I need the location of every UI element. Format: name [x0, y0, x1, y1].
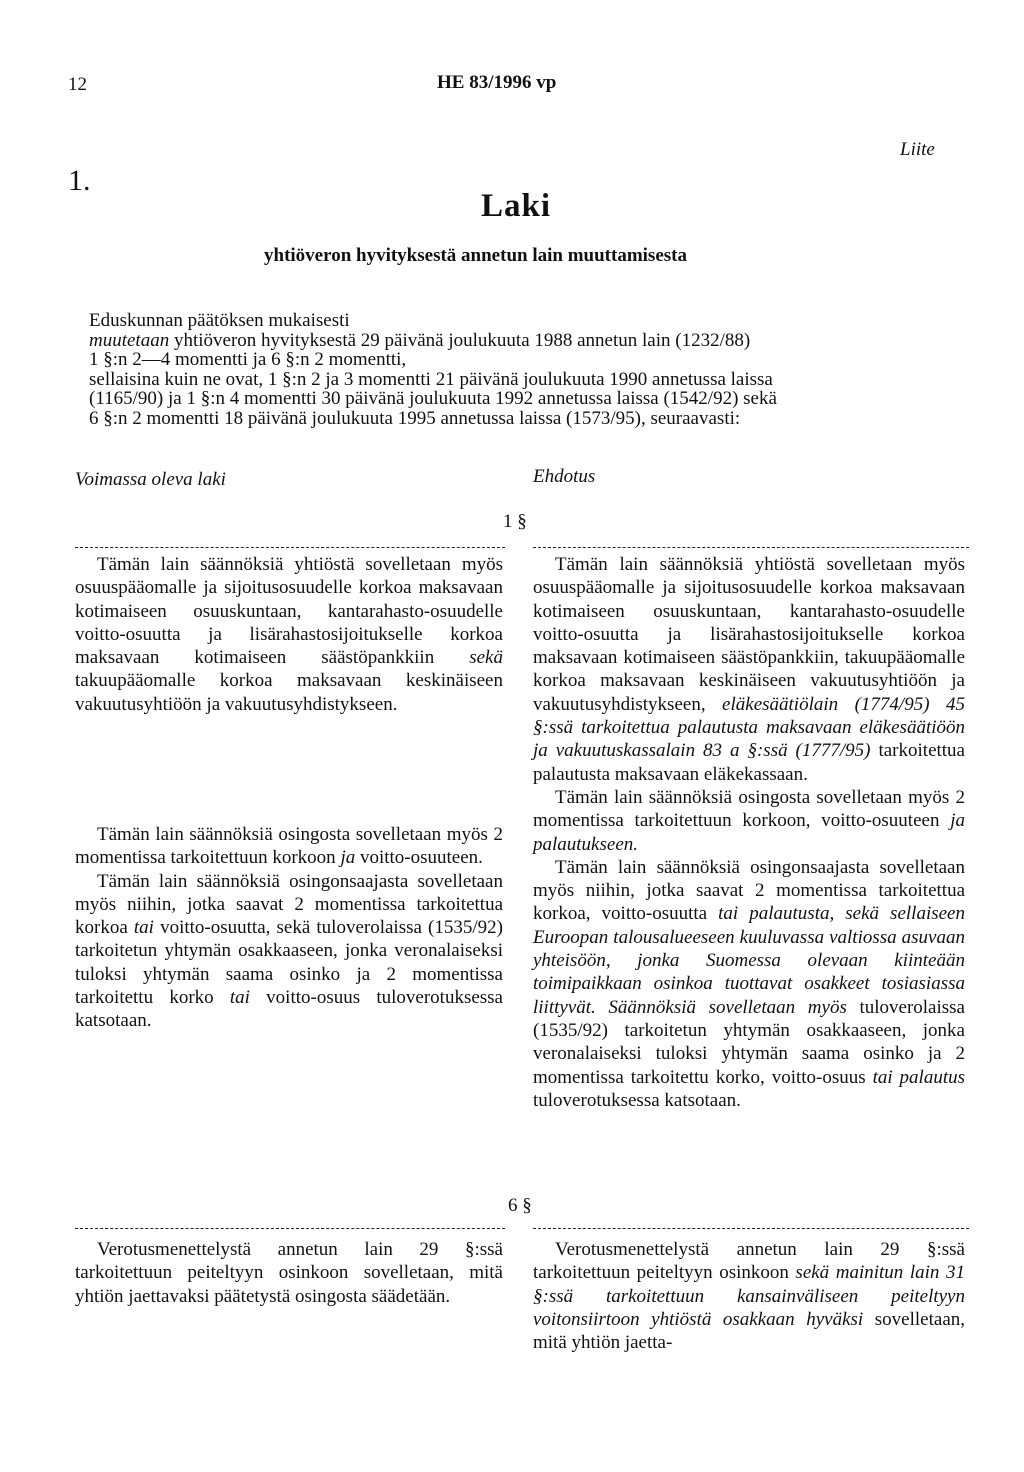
- italic-text: tai: [229, 987, 250, 1009]
- section-6-label: 6 §: [508, 1195, 532, 1216]
- enacting-clause: [89, 311, 989, 429]
- paragraph: [75, 553, 503, 716]
- appendix-label: Liite: [900, 139, 935, 160]
- paragraph-text: Tämän lain säännöksiä yhtiöstä sovelletaan myös osuuspääomalle ja sijoitusosuudelle korkoa maksavaan kotimaiseen osuuskuntaan, kantarahasto-osuudelle voitto-osuutta ja lisärahastosijoitukselle korkoa maksavaan kotimaiseen säästöpankkiin, takuupääomalle korkoa maksavaan keskinäiseen vakuutusyhtiöön ja vakuutusyhdistykseen,: [533, 554, 965, 715]
- intro-line-2: [89, 331, 989, 351]
- section-1-proposed-text: [533, 553, 965, 1112]
- omitted-text-divider-right: [533, 547, 969, 548]
- intro-line-5: (1165/90) ja 1 §:n 4 momentti 30 päivänä joulukuuta 1992 annetussa laissa (1542/92) sekä: [89, 388, 777, 410]
- italic-text: sekä mainitun lain 31 §:ssä tarkoitettuun kansainväliseen peiteltyyn voitonsiirtoon yhtiöstä osakkaan hyväksi: [533, 1262, 965, 1330]
- section-6-current-text: [75, 1238, 503, 1308]
- italic-text: eläkesäätiölain (1774/95) 45 §:ssä tarkoitettua palautusta maksavaan eläkesäätiöön ja vakuutuskassalain 83 a §:ssä (1777/95): [533, 693, 965, 762]
- section-6-proposed-text: [533, 1238, 965, 1354]
- section-1-current-text: [75, 553, 503, 716]
- intro-line-2-text: yhtiöveron hyvityksestä 29 päivänä joulukuuta 1988 annetun lain (1232/88): [169, 329, 751, 351]
- italic-text: ja palautukseen.: [533, 810, 965, 855]
- omitted-text-divider-right: [533, 1228, 969, 1229]
- column-heading-proposal: Ehdotus: [533, 466, 596, 487]
- paragraph-text: Tämän lain säännöksiä yhtiöstä sovelletaan myös osuuspääomalle ja sijoitusosuudelle korkoa maksavaan kotimaiseen osuuskuntaan, kantarahasto-osuudelle voitto-osuutta ja lisärahastosijoitukselle korkoa maksavaan kotimaiseen säästöpankkiin: [75, 554, 503, 669]
- paragraph-text: sovelletaan, mitä yhtiön jaetta-: [533, 1308, 965, 1354]
- paragraph-text: voitto-osuus tuloverotuksessa katsotaan.: [75, 987, 503, 1032]
- omitted-text-divider-left: [75, 1228, 505, 1229]
- intro-line-6: 6 §:n 2 momentti 18 päivänä joulukuuta 1995 annetussa laissa (1573/95), seuraavasti:: [89, 407, 741, 429]
- paragraph: [75, 1238, 503, 1308]
- paragraph-text: tuloverotuksessa katsotaan.: [533, 1089, 741, 1111]
- intro-line-1: Eduskunnan päätöksen mukaisesti: [89, 310, 350, 331]
- column-heading-current-law: Voimassa oleva laki: [75, 469, 226, 490]
- paragraph: [75, 870, 503, 1033]
- paragraph-text: takuupääomalle korkoa maksavaan keskinäiseen vakuutusyhtiöön ja vakuutusyhdistykseen.: [75, 670, 503, 715]
- paragraph-text: Verotusmenettelystä annetun lain 29 §:ssä tarkoitettuun peiteltyyn osinkoon: [533, 1239, 965, 1284]
- paragraph-text: Tämän lain säännöksiä osingosta sovelletaan myös 2 momentissa tarkoitettuun korkoon: [75, 824, 503, 869]
- paragraph-text: voitto-osuutta, sekä tuloverolaissa (1535/92) tarkoitetun yhtymän osakkaaseen, jonka veronalaiseksi tuloksi yhtymän saama osinko ja 2 momentissa tarkoitettu korko: [75, 917, 503, 1009]
- paragraph-text: Verotusmenettelystä annetun lain 29 §:ssä tarkoitettuun peiteltyyn osinkoon sovelletaan, mitä yhtiön jaettavaksi päätetystä osingosta säädetään.: [75, 1239, 503, 1307]
- italic-text: tai: [133, 917, 154, 939]
- intro-italic-word: muutetaan: [89, 329, 170, 351]
- paragraph-text: Tämän lain säännöksiä osingonsaajasta sovelletaan myös niihin, jotka saavat 2 momentissa tarkoitettua korkoa, voitto-osuutta: [533, 856, 965, 925]
- italic-text: tai palautus: [872, 1066, 965, 1088]
- paragraph-text: tarkoitettua palautusta maksavaan eläkekassaan.: [533, 740, 965, 785]
- law-number: 1.: [68, 164, 91, 197]
- paragraph-text: Tämän lain säännöksiä osingonsaajasta sovelletaan myös niihin, jotka saavat 2 momentissa tarkoitettua korkoa: [75, 870, 503, 939]
- paragraph: [533, 856, 965, 1112]
- law-subtitle: yhtiöveron hyvityksestä annetun lain muuttamisesta: [264, 245, 687, 266]
- italic-text: ja: [340, 847, 356, 869]
- section-1-current-text-2: [75, 823, 503, 1033]
- italic-text: tai palautusta, sekä sellaiseen Euroopan talousalueeseen kuuluvassa valtiossa asuvaan yhteisöön, jonka Suomessa olevaan kiinteään toimipaikkaan osinkoa tuottavat osakkeet tosiasiassa liittyvät. Säännöksiä sovelletaan myös: [533, 903, 965, 1018]
- paragraph: [75, 823, 503, 870]
- paragraph: [533, 786, 965, 856]
- paragraph: [533, 553, 965, 786]
- omitted-text-divider-left: [75, 547, 505, 548]
- page-number: 12: [68, 74, 87, 95]
- law-title: Laki: [481, 188, 552, 224]
- section-1-label: 1 §: [503, 511, 527, 532]
- document-id: HE 83/1996 vp: [437, 72, 557, 93]
- paragraph-text: Tämän lain säännöksiä osingosta sovelletaan myös 2 momentissa tarkoitettuun korkoon, voitto-osuuteen: [533, 786, 965, 832]
- intro-line-3: 1 §:n 2—4 momentti ja 6 §:n 2 momentti,: [89, 349, 407, 371]
- italic-text: sekä: [469, 647, 503, 669]
- paragraph: [533, 1238, 965, 1354]
- paragraph-text: tuloverolaissa (1535/92) tarkoitetun yhtymän osakkaaseen, jonka veronalaiseksi tuloksi yhtymän saama osinko ja 2 momentissa tarkoitettu korko, voitto-osuus: [533, 996, 965, 1088]
- paragraph-text: voitto-osuuteen.: [355, 847, 483, 869]
- intro-line-4: sellaisina kuin ne ovat, 1 §:n 2 ja 3 momentti 21 päivänä joulukuuta 1990 annetussa laissa: [89, 368, 773, 390]
